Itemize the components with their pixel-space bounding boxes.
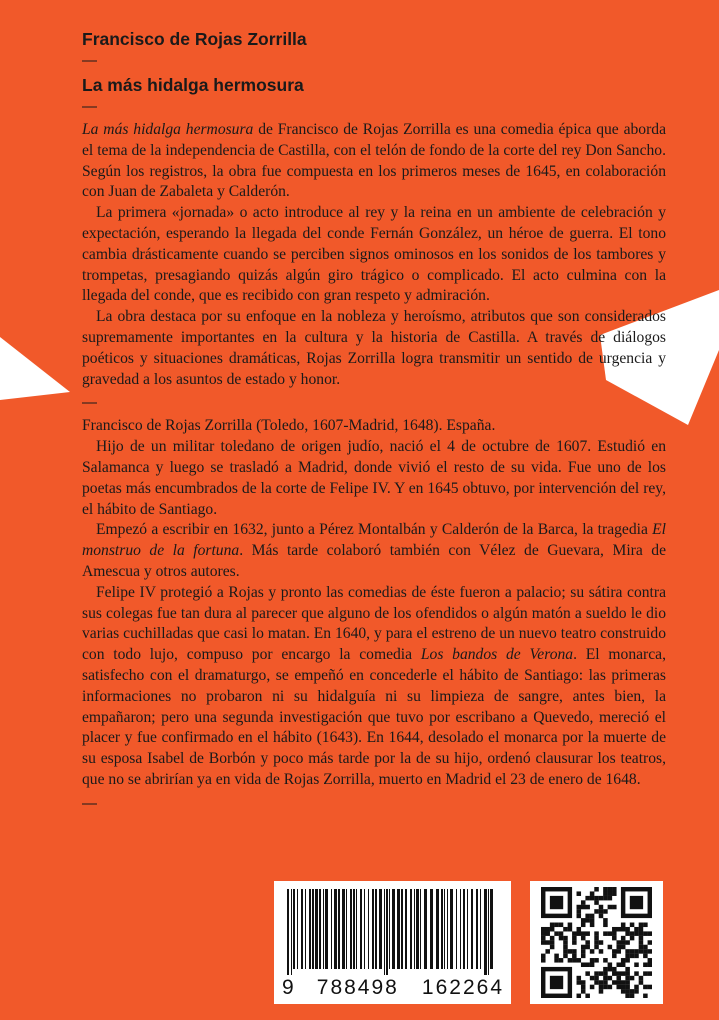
isbn-group-1: 788498 [316,976,399,999]
book-title: La más hidalga hermosura [82,75,304,95]
separator-dash: — [82,52,97,69]
biography-lead: Francisco de Rojas Zorrilla (Toledo, 1607-Madrid, 1648). España. [82,417,496,435]
author-name: Francisco de Rojas Zorrilla [82,29,307,49]
separator-dash: — [82,98,97,115]
biography-text: Felipe IV protegió a Rojas y pronto las comedias de éste fueron a palacio; su sátira contra sus colegas fue tan dura al parecer que alguno de los ofendidos o algún matón a sueldo le dio varias cuchilladas que casi lo matan. En 1640, y para el estreno de un nuevo teatro construido con todo lujo, compuso por encargo la comedia [82,583,666,664]
biography-text: . Más tarde colaboró también con Vélez de Guevara, Mira de Amescua y otros autores. [82,542,666,580]
back-cover-text [82,28,666,817]
synopsis-paragraph: La obra destaca por su enfoque en la nobleza y heroísmo, atributos que son considerados supremamente importantes en la cultura y la historia de Castilla. A través de diálogos poéticos y situaciones dramáticas, Rojas Zorrilla logra transmitir un sentido de urgencia y gravedad a los asuntos de estado y honor. [82,308,666,388]
book-title-italic: La más hidalga hermosura [82,121,254,138]
biography-paragraph: Hijo de un militar toledano de origen judío, nació el 4 de octubre de 1607. Estudió en Salamanca y luego se trasladó a Madrid, donde vivió el resto de su vida. Fue uno de los poetas más encumbrados de la corte de Felipe IV. Y en 1645 obtuvo, por intervención del rey, el hábito de Santiago. [82,438,666,518]
biography-text: . El monarca, satisfecho con el dramaturgo, se empeñó en concederle el hábito de Santiago: las primeras informaciones no probaron ni su hidalguía ni su limpieza de sangre, antes bien, la empañaron; pero una segunda investigación que tuvo por escribano a Quevedo, mereció el placer y fue confirmado en el hábito (1643). En 1644, desolado el monarca por la muerte de su esposa Isabel de Borbón y poco más tarde por la de su hijo, ordenó clausurar los teatros, que no se abrirían ya en vida de Rojas Zorrilla, muerto en Madrid el 23 de enero de 1648. [82,646,666,788]
separator-dash: — [82,794,97,812]
synopsis-paragraph: La primera «jornada» o acto introduce al rey y la reina en un ambiente de celebración y expectación, esperando la llegada del conde Fernán González, un héroe de guerra. El tono cambia drásticamente cuando se perciben signos ominosos en los sonidos de los tambores y trompetas, presagiando quizás algún giro trágico o complicado. El acto culmina con la llegada del conde, que es recibido con gran respeto y admiración. [82,204,666,305]
work-title-italic: El monstruo de la fortuna [82,521,666,560]
separator-dash: — [82,394,97,412]
qr-code-pattern [541,887,652,998]
isbn-group-2: 162264 [421,976,504,999]
work-title-italic: Los bandos de Verona [420,646,574,664]
biography-paragraph [82,520,666,582]
biography-text: Empezó a escribir en 1632, junto a Pérez Montalbán y Calderón de la Barca, la tragedia [96,521,653,539]
isbn-number [282,976,504,1000]
isbn-first-digit: 9 [282,976,294,999]
synopsis-paragraph [82,120,666,203]
biography-paragraph [82,583,666,791]
qr-code [530,881,663,1004]
synopsis-text: de Francisco de Rojas Zorrilla es una comedia épica que aborda el tema de la independencia de Castilla, con el telón de fondo de la corte del rey Don Sancho. Según los registros, la obra fue compuesta en los primeros meses de 1645, en colaboración con Juan de Zabaleta y Calderón. [82,121,666,201]
isbn-barcode [274,881,511,1004]
barcode-bars [287,889,499,975]
